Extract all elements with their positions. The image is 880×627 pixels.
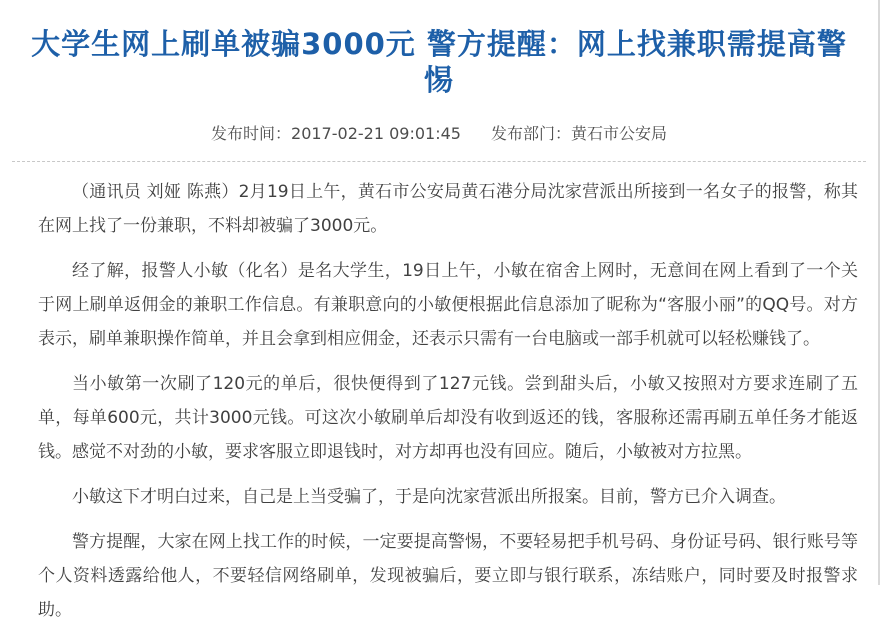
publish-time-value: 2017-02-21 09:01:45	[291, 124, 461, 143]
page-title: 大学生网上刷单被骗3000元 警方提醒：网上找兼职需提高警惕	[31, 27, 847, 97]
publish-time-label: 发布时间：	[211, 124, 292, 143]
publish-department-value: 黄石市公安局	[570, 124, 667, 143]
publish-time	[211, 124, 461, 143]
paragraph-1: （通讯员 刘娅 陈燕）2月19日上午，黄石市公安局黄石港分局沈家营派出所接到一名女子的报警，称其在网上找了一份兼职，不料却被骗了3000元。	[38, 182, 858, 236]
paragraph-2: 经了解，报警人小敏（化名）是名大学生，19日上午，小敏在宿舍上网时，无意间在网上看到了一个关于网上刷单返佣金的兼职工作信息。有兼职意向的小敏便根据此信息添加了昵称为“客服小丽”的QQ号。对方表示，刷单兼职操作简单，并且会拿到相应佣金，还表示只需有一台电脑或一部手机就可以轻松赚钱了。	[38, 261, 858, 349]
paragraph-5: 警方提醒，大家在网上找工作的时候，一定要提高警惕，不要轻易把手机号码、身份证号码、银行账号等个人资料透露给他人，不要轻信网络刷单，发现被骗后，要立即与银行联系，冻结账户，同时要及时报警求助。	[38, 532, 858, 620]
paragraph-4: 小敏这下才明白过来，自己是上当受骗了，于是向沈家营派出所报案。目前，警方已介入调查。	[72, 487, 786, 507]
article-body	[0, 162, 878, 627]
paragraph-3: 当小敏第一次刷了120元的单后，很快便得到了127元钱。尝到甜头后，小敏又按照对方要求连刷了五单，每单600元，共计3000元钱。可这次小敏刷单后却没有收到返还的钱，客服称还需再刷五单任务才能返钱。感觉不对劲的小敏，要求客服立即退钱时，对方却再也没有回应。随后，小敏被对方拉黑。	[38, 374, 858, 462]
publish-department-label: 发布部门：	[490, 124, 571, 143]
publish-department	[491, 124, 667, 143]
article-meta	[0, 124, 878, 144]
